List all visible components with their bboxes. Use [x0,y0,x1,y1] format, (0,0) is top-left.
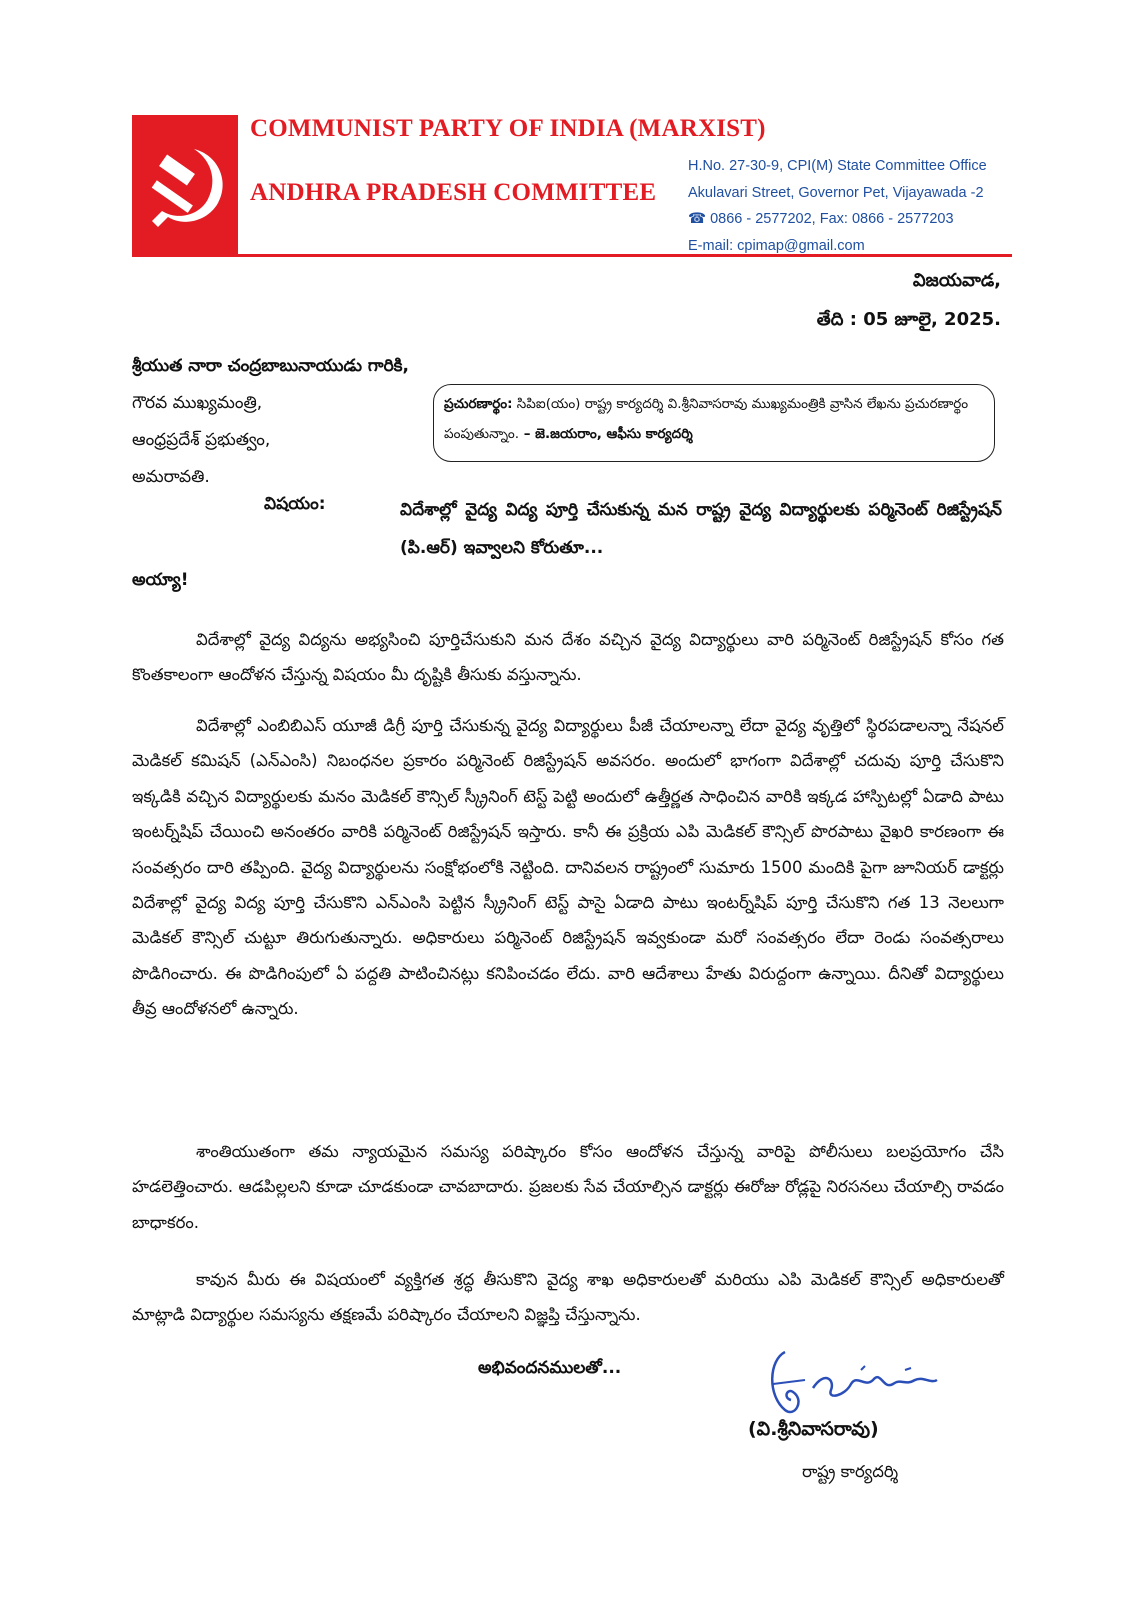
addressee [132,348,409,496]
letterhead-divider [132,254,1012,257]
addressee-line: అమరావతి. [132,467,210,487]
body-paragraph: కావున మీరు ఈ విషయంలో వ్యక్తిగత శ్రద్ధ తీసుకొని వైద్య శాఖ అధికారులతో మరియు ఎపి మెడికల్ కౌన్సిల్ అధికారులతో మాట్లాడి విద్యార్థుల సమస్యను తక్షణమే పరిష్కారం చేయాలని విజ్ఞప్తి చేస్తున్నాను. [132,1270,1004,1325]
committee-name: ANDHRA PRADESH COMMITTEE [250,179,657,206]
address-line: Akulavari Street, Governor Pet, Vijayawada -2 [688,184,984,201]
subject-text: విదేశాల్లో వైద్య విద్య పూర్తి చేసుకున్న మన రాష్ట్ర వైద్య విద్యార్థులకు పర్మినెంట్ రిజిస్ట్రేషన్ (పి.ఆర్) ఇవ్వాలని కోరుతూ... [400,500,1002,558]
body-paragraph: విదేశాల్లో ఎంబిబిఎస్ యూజీ డిగ్రీ పూర్తి చేసుకున్న వైద్య విద్యార్థులు పీజీ చేయాలన్నా లేదా వైద్య వృత్తిలో స్థిరపడాలన్నా నేషనల్ మెడికల్ కమిషన్ (ఎన్ఎంసి) నిబంధనల ప్రకారం పర్మినెంట్ రిజిస్ట్రేషన్ అవసరం. అందులో భాగంగా విదేశాల్లో చదువు పూర్తి చేసుకొని ఇక్కడికి వచ్చిన విద్యార్థులకు మనం మెడికల్ కౌన్సిల్ స్క్రీనింగ్ టెస్ట్ పెట్టి అందులో ఉత్తీర్ణత సాధించిన వారికి ఇక్కడ హాస్పిటల్లో ఏడాది పాటు ఇంటర్న్‌షిప్ చేయించి అనంతరం వారికి పర్మినెంట్ రిజిస్ట్రేషన్ ఇస్తారు. కానీ ఈ ప్రక్రియ ఎపి మెడికల్ కౌన్సిల్ పొరపాటు వైఖరి కారణంగా ఈ సంవత్సరం దారి తప్పింది. వైద్య విద్యార్థులను సంక్షోభంలోకి నెట్టింది. దానివలన రాష్ట్రంలో సుమారు 1500 మందికి పైగా జూనియర్ డాక్టర్లు విదేశాల్లో వైద్య విద్య పూర్తి చేసుకొని ఎన్ఎంసి పెట్టిన స్క్రీనింగ్ టెస్ట్ పాసై ఏడాది పాటు ఇంటర్న్‌షిప్ పూర్తి చేసుకొని గత 13 నెలలుగా మెడికల్ కౌన్సిల్ చుట్టూ తిరుగుతున్నారు. అధికారులు పర్మినెంట్ రిజిస్ట్రేషన్ ఇవ్వకుండా మరో సంవత్సరం లేదా రెండు సంవత్సరాలు పొడిగించారు. ఈ పొడిగింపులో ఏ పద్దతి పాటించినట్లు కనిపించడం లేదు. వారి ఆదేశాలు హేతు విరుద్దంగా ఉన్నాయి. దీనితో విద్యార్థులు తీవ్ర ఆందోళనలో ఉన్నారు. [132,716,1004,1019]
email-line: E-mail: cpimap@gmail.com [688,237,865,254]
body-paragraph: విదేశాల్లో వైద్య విద్యను అభ్యసించి పూర్తిచేసుకుని మన దేశం వచ్చిన వైద్య విద్యార్థులు వారి పర్మినెంట్ రిజిస్ట్రేషన్ కోసం గత కొంతకాలంగా ఆందోళన చేస్తున్న విషయం మీ దృష్టికి తీసుకు వస్తున్నాను. [132,630,1004,685]
salutation: అయ్యా! [132,570,189,590]
signatory-title: రాష్ట్ర కార్యదర్శి [802,1462,899,1481]
address-line: H.No. 27-30-9, CPI(M) State Committee Office [688,158,987,174]
hammer-sickle-icon [138,141,232,235]
addressee-line: గౌరవ ముఖ్యమంత్రి, [132,393,263,413]
letter-date: తేది : 05 జూలై, 2025. [816,309,1001,330]
office-address [688,153,987,259]
press-note-label: ప్రచురణార్థం: [444,396,513,412]
phone-line: ☎ 0866 - 2577202, Fax: 0866 - 2577203 [688,211,954,227]
subject-label: విషయం: [264,494,326,514]
addressee-line: ఆంధ్రప్రదేశ్ ప్రభుత్వం, [132,430,271,450]
press-note-sender: – జె.జయరాం, ఆఫీసు కార్యదర్శి [519,426,693,442]
closing: అభివందనములతో... [478,1358,622,1378]
signature [765,1340,955,1420]
press-note-box [433,384,995,462]
signatory-name: (వి.శ్రీనివాసరావు) [748,1418,879,1440]
party-logo [132,115,238,257]
party-name: COMMUNIST PARTY OF INDIA (MARXIST) [250,115,766,142]
place: విజయవాడ, [912,270,1001,291]
addressee-name: శ్రీయుత నారా చంద్రబాబునాయుడు గారికి, [132,356,410,376]
body-paragraph: శాంతియుతంగా తమ న్యాయమైన సమస్య పరిష్కారం కోసం ఆందోళన చేస్తున్న వారిపై పోలీసులు బలప్రయోగం చేసి హడలెత్తించారు. ఆడపిల్లలని కూడా చూడకుండా చావబాదారు. ప్రజలకు సేవ చేయాల్సిన డాక్టర్లు ఈరోజు రోడ్లపై నిరసనలు చేయాల్సి రావడం బాధాకరం. [132,1142,1004,1232]
press-note-text: సిపిఐ(యం) రాష్ట్ర కార్యదర్శి వి.శ్రీనివాసరావు ముఖ్యమంత్రికి వ్రాసిన లేఖను ప్రచురణార్థం పంపుతున్నాం. [444,396,969,442]
letterhead [132,115,1012,257]
